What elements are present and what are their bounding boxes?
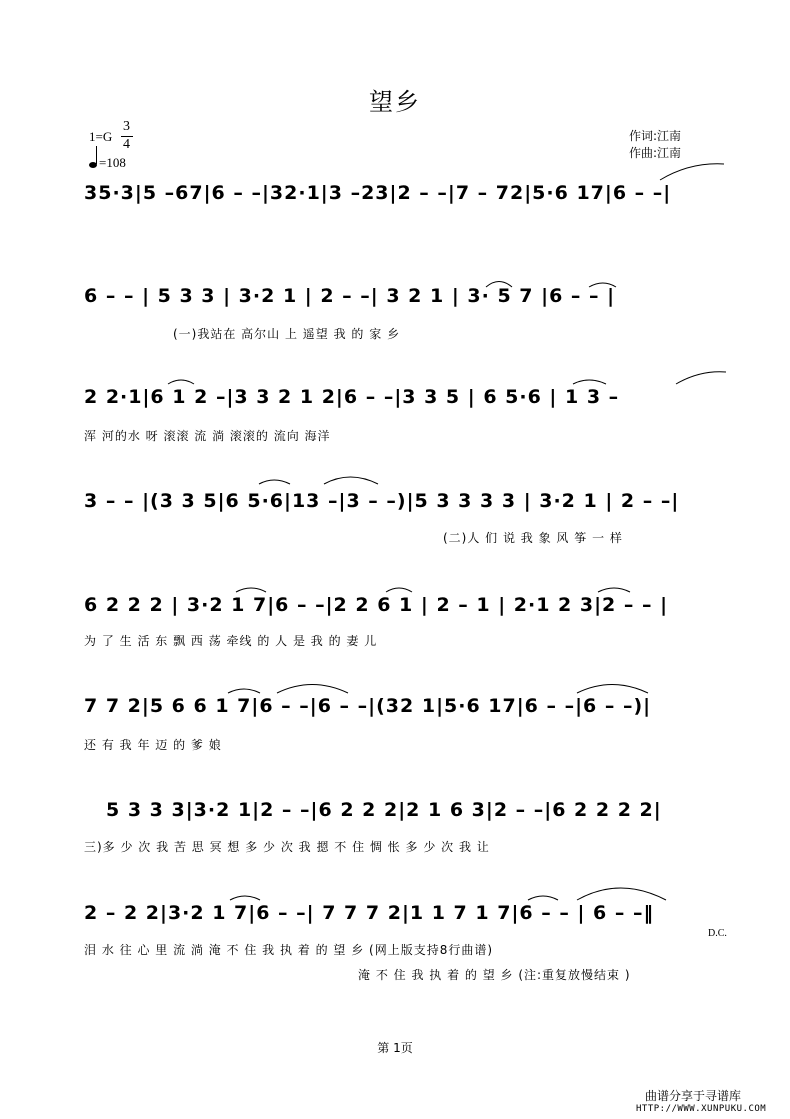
slur	[230, 896, 260, 900]
slur	[386, 588, 412, 592]
lyric-line-3: 浑 河的水 呀 滚滚 流 淌 滚滚的 流向 海洋	[84, 429, 331, 443]
slur	[676, 372, 726, 384]
composer-credit: 作曲:江南	[629, 146, 682, 160]
lyric-line-8b: 淹 不 住 我 执 着 的 望 乡 (注:重复放慢结束 )	[358, 968, 631, 982]
notation-line-7: 5 3 3 3|3·2 1|2 – –|6 2 2 2|2 1 6 3|2 – –|6 2 2 2 2|	[106, 799, 662, 821]
notation-line-6: 7 7 2|5 6 6 1 7|6 – –|6 – –|(32 1|5·6 17|6 – –|6 – –)|	[84, 695, 652, 717]
quarter-note-icon	[89, 146, 97, 168]
lyricist-credit: 作词:江南	[629, 129, 682, 143]
notation-line-1: 35·3|5 –67|6 – –|32·1|3 –23|2 – –|7 – 72|5·6 17|6 – –|	[84, 182, 672, 204]
slur	[168, 380, 194, 384]
time-signature-bottom: 4	[123, 137, 130, 152]
lyric-line-5: 为 了 生 活 东 飘 西 荡 牵线 的 人 是 我 的 妻 儿	[84, 634, 378, 648]
tempo-marking: =108	[99, 155, 126, 170]
time-signature-top: 3	[123, 119, 130, 134]
notation-line-2: 6 – – | 5 3 3 | 3·2 1 | 2 – –| 3 2 1 | 3· 5 7 |6 – – |	[84, 285, 616, 307]
slur	[259, 480, 290, 484]
key-signature: 1=G	[89, 129, 113, 144]
notation-line-4: 3 – – |(3 3 5|6 5·6|13 –|3 – –)|5 3 3 3 3 | 3·2 1 | 2 – –|	[84, 490, 680, 512]
notation-line-3: 2 2·1|6 1 2 –|3 3 2 1 2|6 – –|3 3 5 | 6 5·6 | 1 3 –	[84, 386, 620, 408]
slur	[577, 685, 648, 694]
slur	[598, 588, 630, 592]
lyric-line-4: (二)人 们 说 我 象 风 筝 一 样	[443, 531, 623, 545]
notation-line-8: 2 – 2 2|3·2 1 7|6 – –| 7 7 7 2|1 1 7 1 7|6 – – | 6 – –‖	[84, 902, 654, 924]
score-title: 望乡	[369, 88, 421, 116]
notation-line-5: 6 2 2 2 | 3·2 1 7|6 – –|2 2 6 1 | 2 – 1 | 2·1 2 3|2 – – |	[84, 594, 669, 616]
slur	[228, 689, 260, 693]
lyric-line-2: (一)我站在 高尔山 上 遥望 我 的 家 乡	[173, 327, 401, 341]
slur	[660, 164, 724, 180]
slur	[324, 477, 378, 484]
site-name: 曲谱分享于寻谱库	[645, 1089, 742, 1103]
lyric-line-8: 泪 水 往 心 里 流 淌 淹 不 住 我 执 着 的 望 乡 (网上版支持8行曲谱)	[84, 943, 494, 957]
lyric-line-6: 还 有 我 年 迈 的 爹 娘	[84, 738, 222, 752]
site-url[interactable]: HTTP://WWW.XUNPUKU.COM	[636, 1104, 767, 1114]
dc-marking: D.C.	[708, 928, 727, 939]
slur	[528, 896, 558, 900]
slur	[277, 685, 348, 694]
slur	[236, 588, 266, 592]
slur	[577, 888, 666, 900]
slur	[573, 380, 606, 384]
lyric-line-7: 三)多 少 次 我 苦 思 冥 想 多 少 次 我 摁 不 住 惆 怅 多 少 次 我 让	[84, 840, 490, 854]
page-number: 第 1页	[377, 1041, 413, 1055]
